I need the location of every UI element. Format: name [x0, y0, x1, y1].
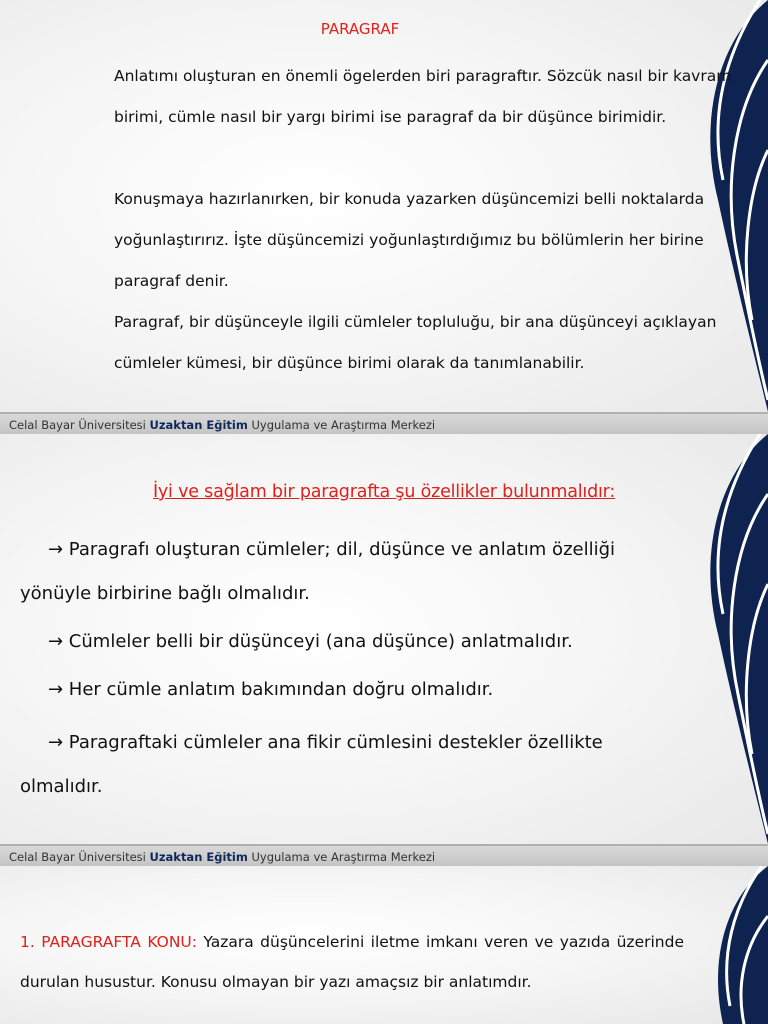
list-item — [20, 528, 680, 616]
footer-prefix: Celal Bayar Üniversitesi — [9, 418, 150, 432]
list-item-text: → Her cümle anlatım bakımından doğru olmalıdır. — [48, 679, 494, 700]
footer-bold: Uzaktan Eğitim — [149, 418, 248, 432]
list-item-text: → Cümleler belli bir düşünceyi (ana düşünce) anlatmalıdır. — [48, 631, 573, 652]
section-heading: 1. PARAGRAFTA KONU: — [20, 932, 197, 951]
slide-2 — [0, 434, 768, 866]
slide-1 — [0, 0, 768, 434]
list-item — [20, 620, 680, 664]
flame-decoration — [678, 866, 768, 1024]
list-item — [20, 721, 680, 809]
footer-bold: Uzaktan Eğitim — [149, 850, 248, 864]
section-paragraph — [20, 922, 684, 1002]
section-text: Yazara düşüncelerini iletme imkanı veren ve yazıda üzerinde durulan husustur. Konusu olmayan bir yazı amaçsız bir anlatımdır. — [20, 932, 684, 991]
slide-title: İyi ve sağlam bir paragrafta şu özellikler bulunmalıdır: — [152, 482, 616, 502]
list-item-text: → Paragraftaki cümleler ana fikir cümlesini destekler özellikte olmalıdır. — [20, 732, 603, 797]
list-item-text: → Paragrafı oluşturan cümleler; dil, düşünce ve anlatım özelliği yönüyle birbirine bağlı olmalıdır. — [20, 539, 616, 604]
paragraph-3: Paragraf, bir düşünceyle ilgili cümleler topluluğu, bir ana düşünceyi açıklayan cümleler kümesi, bir düşünce birimi olarak da tanımlanabilir. — [114, 313, 717, 372]
footer-bar — [0, 844, 768, 866]
footer-prefix: Celal Bayar Üniversitesi — [9, 850, 150, 864]
paragraph-1: Anlatımı oluşturan en önemli ögelerden biri paragraftır. Sözcük nasıl bir kavram birimi, cümle nasıl bir yargı birimi ise paragraf da bir düşünce birimidir. — [114, 67, 732, 126]
list-item — [20, 668, 680, 712]
paragraph-2: Konuşmaya hazırlanırken, bir konuda yazarken düşüncemizi belli noktalarda yoğunlaştırırız. İşte düşüncemizi yoğunlaştırdığımız bu bölümlerin her birine paragraf denir. — [114, 190, 705, 290]
slide-title: PARAGRAF — [320, 20, 400, 38]
slide-3 — [0, 866, 768, 1024]
footer-suffix: Uygulama ve Araştırma Merkezi — [247, 850, 436, 864]
footer-bar — [0, 412, 768, 434]
footer-suffix: Uygulama ve Araştırma Merkezi — [247, 418, 436, 432]
